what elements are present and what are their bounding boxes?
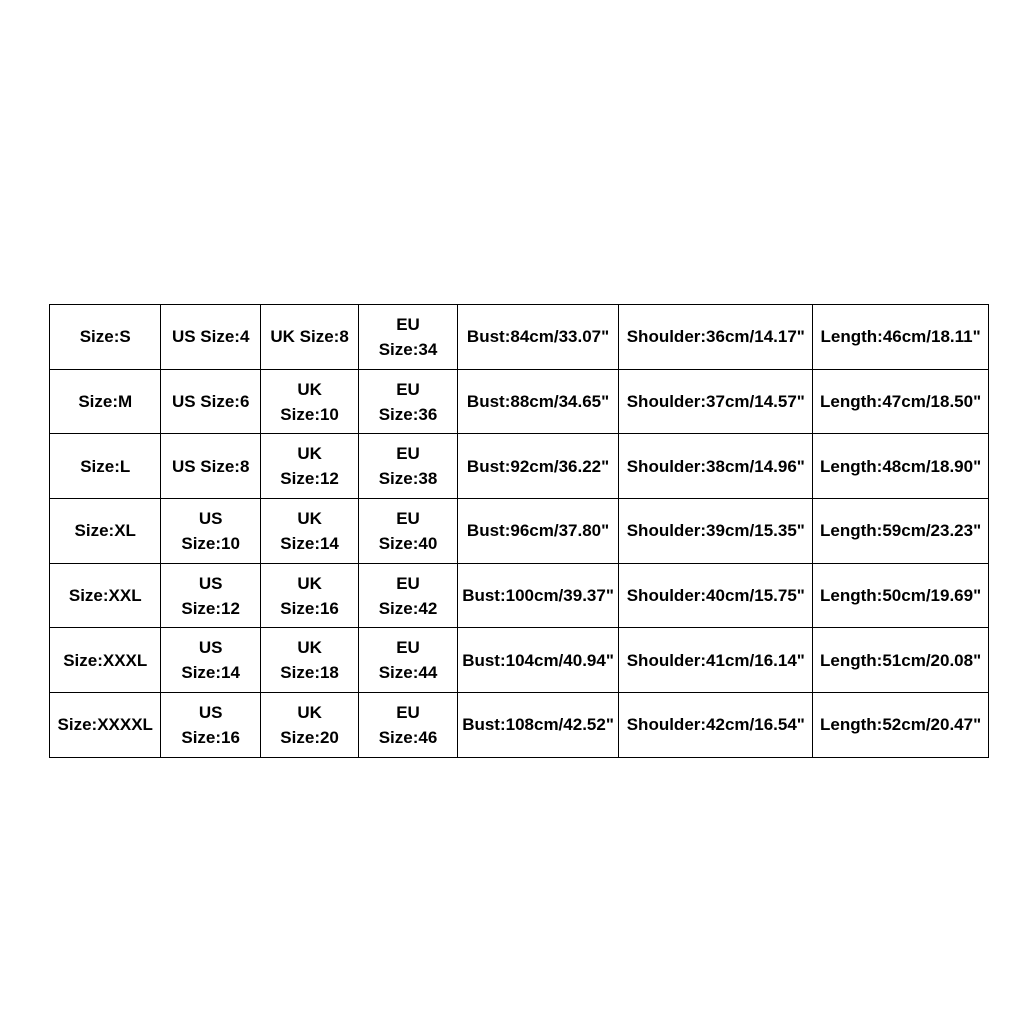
shoulder-cell <box>619 305 813 370</box>
size-label: Size:M <box>78 392 133 412</box>
uk-label: UK <box>297 508 322 528</box>
uk-label: UK <box>297 702 322 722</box>
us-size-cell <box>161 563 260 628</box>
bust-text: Bust:96cm/37.80" <box>466 521 610 541</box>
uk-size-cell <box>260 563 358 628</box>
shoulder-text: Shoulder:37cm/14.57" <box>626 392 805 412</box>
eu-label: EU <box>396 444 420 464</box>
length-cell <box>813 369 989 434</box>
size-label: Size:XL <box>74 521 136 541</box>
table-row <box>50 434 989 499</box>
eu-size-cell <box>359 628 457 693</box>
shoulder-cell <box>619 563 813 628</box>
length-cell <box>813 499 989 564</box>
bust-cell <box>457 434 619 499</box>
us-label: US <box>198 702 223 722</box>
eu-size-value: Size:46 <box>378 727 438 747</box>
shoulder-text: Shoulder:36cm/14.17" <box>626 327 805 347</box>
size-label: Size:S <box>79 327 131 347</box>
shoulder-text: Shoulder:42cm/16.54" <box>626 715 805 735</box>
size-label-cell <box>50 563 161 628</box>
eu-size-value: Size:44 <box>378 663 438 683</box>
table-row <box>50 693 989 758</box>
uk-size-value: Size:14 <box>280 533 339 553</box>
us-size-text: US Size:6 <box>171 392 250 412</box>
us-size-cell <box>161 434 260 499</box>
uk-label: UK <box>297 638 322 658</box>
size-label-cell <box>50 499 161 564</box>
bust-text: Bust:84cm/33.07" <box>466 327 610 347</box>
size-label: Size:L <box>80 456 131 476</box>
uk-label: UK <box>297 379 322 399</box>
eu-label: EU <box>396 314 420 334</box>
shoulder-cell <box>619 693 813 758</box>
size-label-cell <box>50 693 161 758</box>
uk-size-cell <box>260 628 358 693</box>
bust-text: Bust:92cm/36.22" <box>466 456 610 476</box>
shoulder-text: Shoulder:41cm/16.14" <box>626 650 805 670</box>
shoulder-cell <box>619 369 813 434</box>
length-text: Length:51cm/20.08" <box>820 650 982 670</box>
bust-text: Bust:104cm/40.94" <box>462 650 614 670</box>
length-text: Length:46cm/18.11" <box>820 327 981 347</box>
bust-cell <box>457 305 619 370</box>
length-cell <box>813 434 989 499</box>
eu-size-value: Size:42 <box>378 598 438 618</box>
us-label: US <box>198 573 223 593</box>
size-label: Size:XXL <box>68 586 142 606</box>
uk-size-text: UK Size:8 <box>270 327 349 347</box>
eu-size-cell <box>359 305 457 370</box>
us-size-text: US Size:4 <box>171 327 250 347</box>
bust-text: Bust:108cm/42.52" <box>462 715 614 735</box>
length-cell <box>813 628 989 693</box>
length-cell <box>813 563 989 628</box>
eu-size-cell <box>359 563 457 628</box>
table-row <box>50 499 989 564</box>
length-text: Length:48cm/18.90" <box>820 456 982 476</box>
bust-text: Bust:100cm/39.37" <box>462 586 614 606</box>
shoulder-cell <box>619 499 813 564</box>
eu-label: EU <box>396 573 420 593</box>
shoulder-cell <box>619 434 813 499</box>
length-text: Length:47cm/18.50" <box>820 392 982 412</box>
eu-size-value: Size:34 <box>378 339 438 359</box>
eu-size-value: Size:38 <box>378 469 438 489</box>
us-size-value: Size:12 <box>181 598 240 618</box>
length-cell <box>813 305 989 370</box>
shoulder-text: Shoulder:38cm/14.96" <box>626 456 805 476</box>
table-row <box>50 563 989 628</box>
eu-size-cell <box>359 499 457 564</box>
eu-label: EU <box>396 508 420 528</box>
uk-size-cell <box>260 369 358 434</box>
uk-size-cell <box>260 693 358 758</box>
us-label: US <box>198 638 223 658</box>
bust-cell <box>457 693 619 758</box>
shoulder-text: Shoulder:39cm/15.35" <box>626 521 805 541</box>
us-size-value: Size:16 <box>181 727 240 747</box>
us-size-cell <box>161 369 260 434</box>
eu-label: EU <box>396 702 420 722</box>
us-size-value: Size:10 <box>181 533 240 553</box>
length-cell <box>813 693 989 758</box>
uk-size-cell <box>260 434 358 499</box>
size-label: Size:XXXL <box>63 650 148 670</box>
uk-size-value: Size:10 <box>280 404 339 424</box>
uk-size-cell <box>260 499 358 564</box>
eu-label: EU <box>396 638 420 658</box>
size-label-cell <box>50 305 161 370</box>
bust-text: Bust:88cm/34.65" <box>466 392 610 412</box>
uk-size-value: Size:16 <box>280 598 339 618</box>
length-text: Length:59cm/23.23" <box>820 521 982 541</box>
uk-label: UK <box>297 444 322 464</box>
us-size-value: Size:14 <box>181 663 240 683</box>
us-size-text: US Size:8 <box>171 456 250 476</box>
table-row <box>50 628 989 693</box>
eu-size-cell <box>359 434 457 499</box>
shoulder-cell <box>619 628 813 693</box>
uk-label: UK <box>297 573 322 593</box>
size-label: Size:XXXXL <box>57 715 153 735</box>
uk-size-value: Size:18 <box>280 663 339 683</box>
bust-cell <box>457 628 619 693</box>
table-row <box>50 305 989 370</box>
us-size-cell <box>161 628 260 693</box>
eu-size-value: Size:40 <box>378 533 438 553</box>
size-label-cell <box>50 369 161 434</box>
uk-size-cell <box>260 305 358 370</box>
us-label: US <box>198 508 223 528</box>
uk-size-value: Size:12 <box>280 469 339 489</box>
us-size-cell <box>161 305 260 370</box>
uk-size-value: Size:20 <box>280 727 339 747</box>
eu-size-value: Size:36 <box>378 404 438 424</box>
bust-cell <box>457 369 619 434</box>
table-row <box>50 369 989 434</box>
size-chart-table <box>49 304 989 758</box>
shoulder-text: Shoulder:40cm/15.75" <box>626 586 805 606</box>
length-text: Length:52cm/20.47" <box>820 715 982 735</box>
length-text: Length:50cm/19.69" <box>820 586 982 606</box>
bust-cell <box>457 499 619 564</box>
eu-size-cell <box>359 693 457 758</box>
size-label-cell <box>50 434 161 499</box>
us-size-cell <box>161 499 260 564</box>
eu-size-cell <box>359 369 457 434</box>
eu-label: EU <box>396 379 420 399</box>
us-size-cell <box>161 693 260 758</box>
bust-cell <box>457 563 619 628</box>
size-label-cell <box>50 628 161 693</box>
